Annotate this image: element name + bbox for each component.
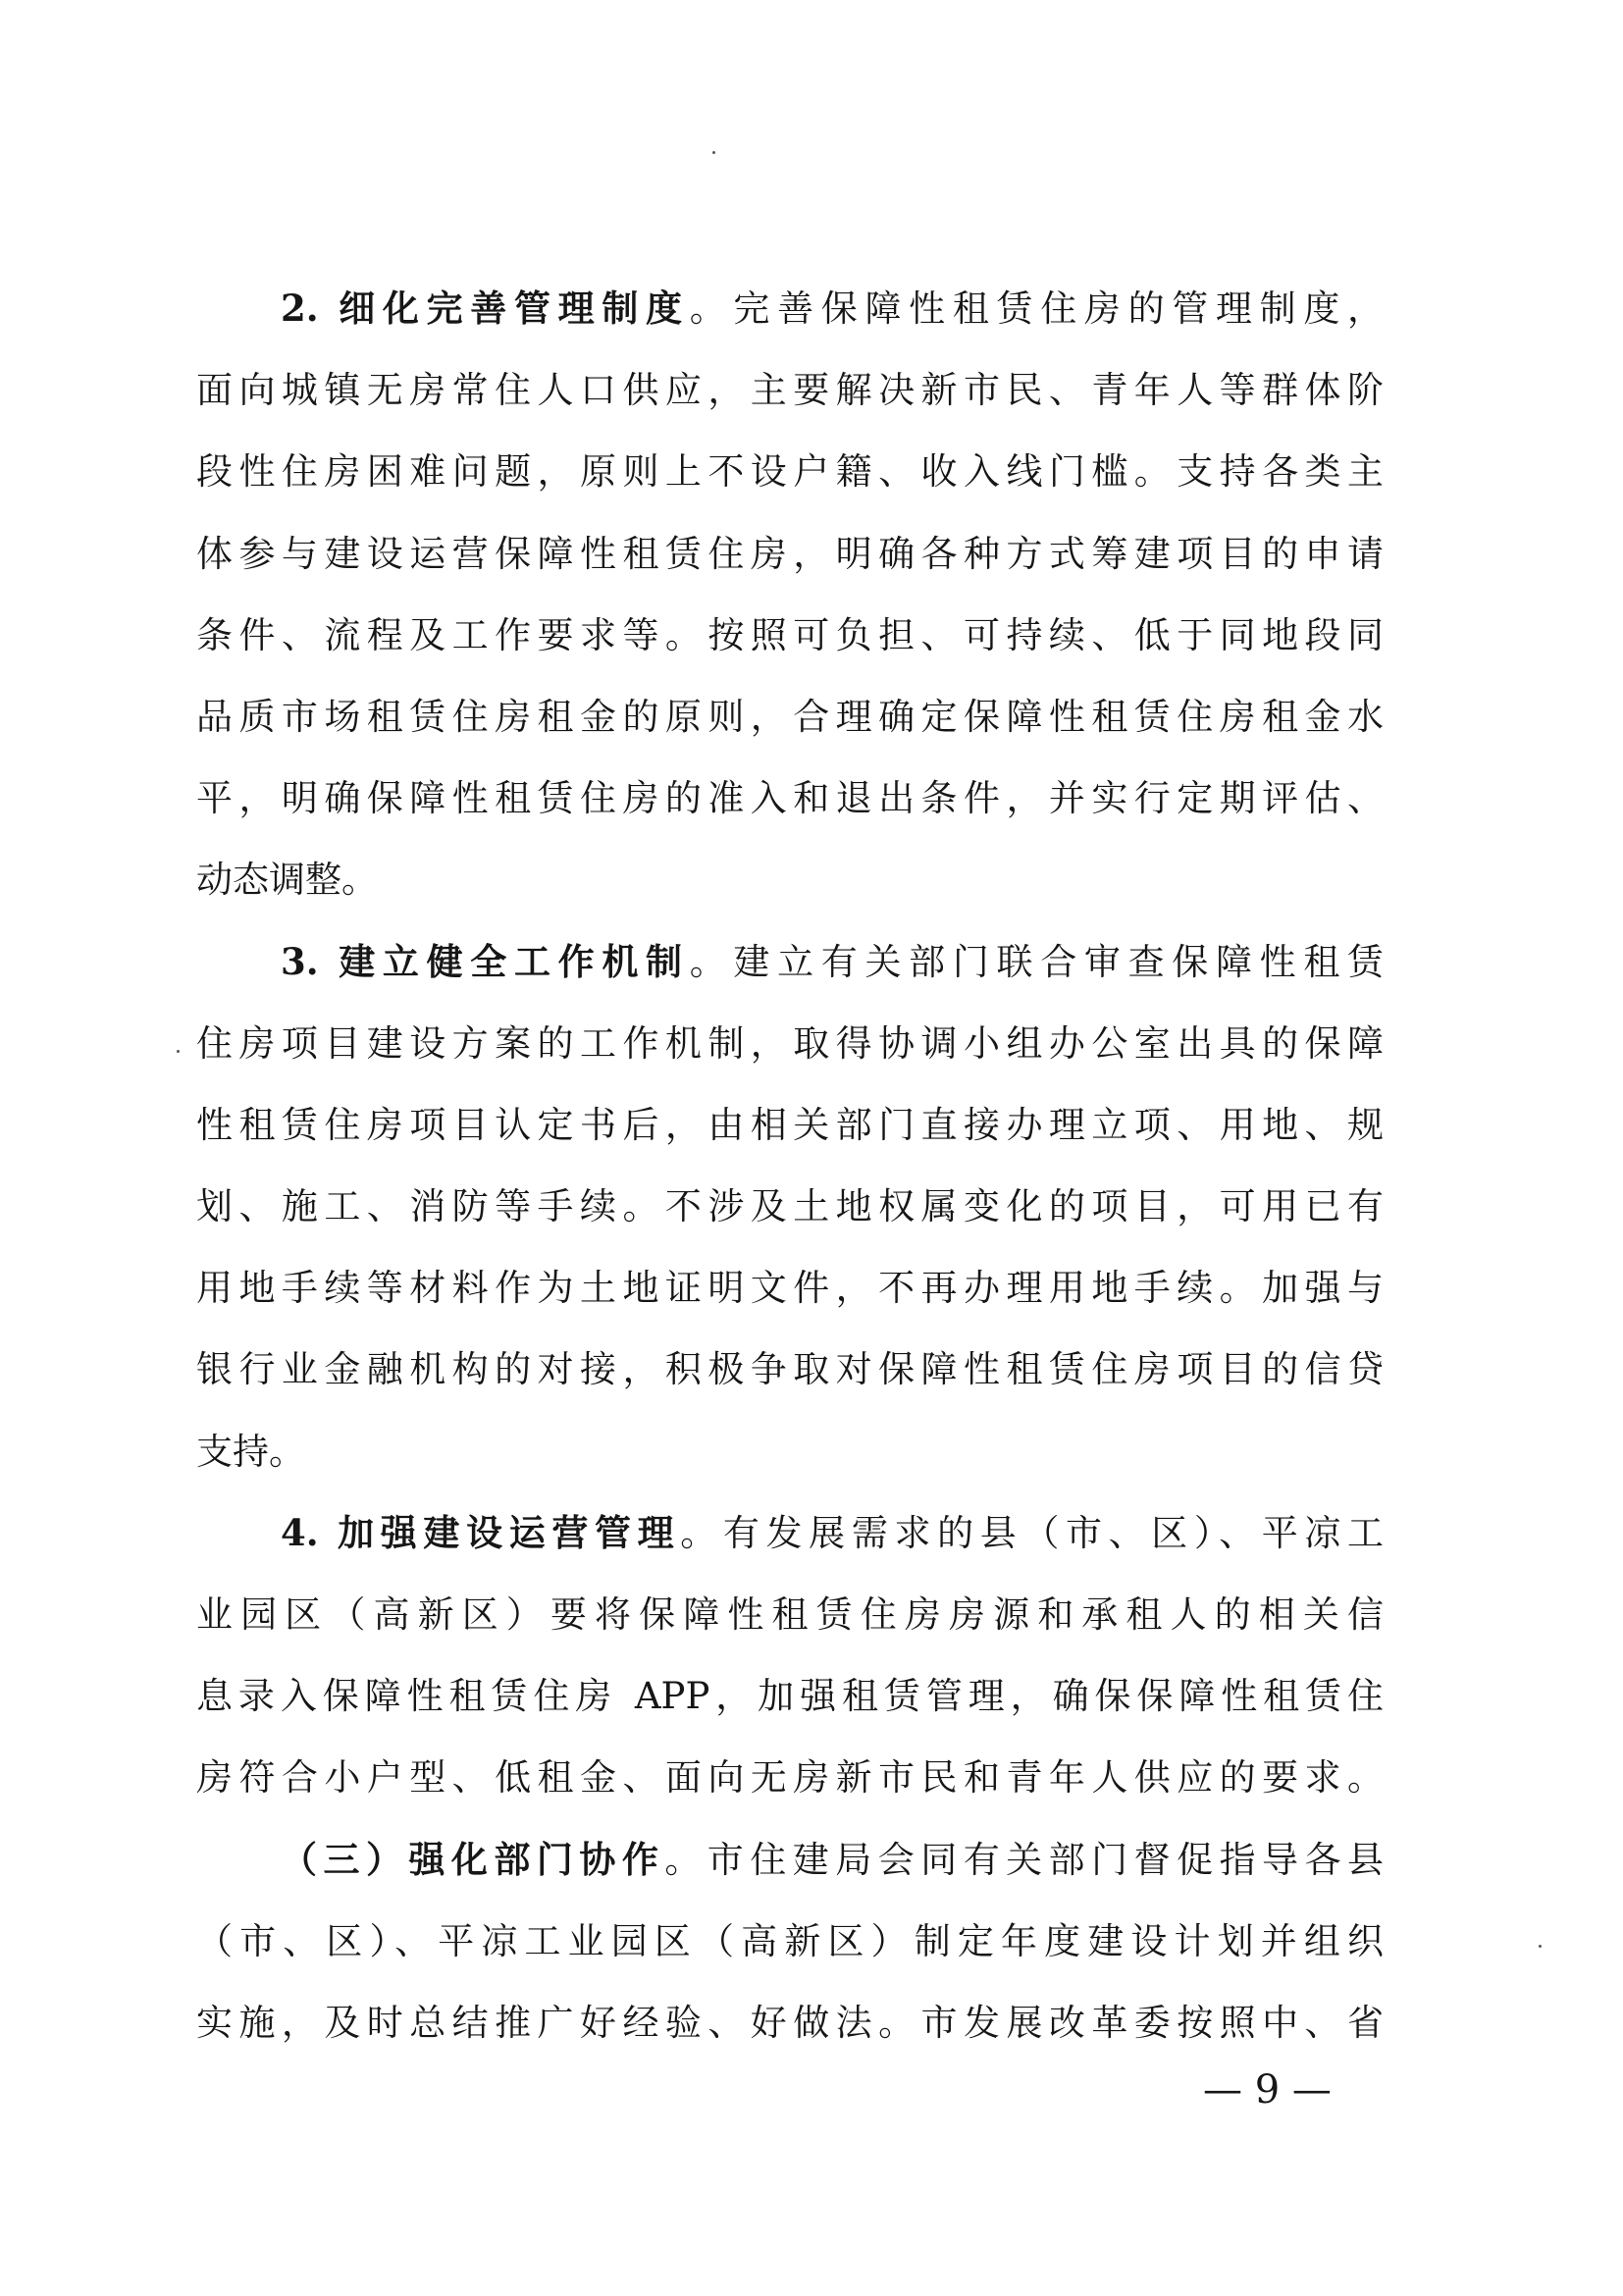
text-line: 体参与建设运营保障性租赁住房，明确各种方式筹建项目的申请 — [196, 532, 1384, 575]
paragraph — [196, 921, 1384, 1492]
text-line — [196, 1492, 1384, 1574]
text-line: 品质市场租赁住房租金的原则，合理确定保障性租赁住房租金水 — [196, 695, 1384, 738]
text-line: 支持。 — [196, 1430, 305, 1473]
text-line: 业园区（高新区）要将保障性租赁住房房源和承租人的相关信 — [196, 1593, 1384, 1636]
section-heading: 3. 建立健全工作机制 — [281, 939, 690, 983]
text-line: 实施，及时总结推广好经验、好做法。市发展改革委按照中、省 — [196, 2001, 1384, 2044]
paragraph — [196, 268, 1384, 921]
line-text: 。市住建局会同有关部门督促指导各县 — [664, 1838, 1384, 1881]
scan-speck — [712, 151, 715, 154]
text-line: 房符合小户型、低租金、面向无房新市民和青年人供应的要求。 — [196, 1756, 1384, 1800]
text-line — [196, 268, 1384, 349]
text-line: 条件、流程及工作要求等。按照可负担、可持续、低于同地段同 — [196, 613, 1384, 656]
paragraph — [196, 1819, 1384, 2064]
text-line: 划、施工、消防等手续。不涉及土地权属变化的项目，可用已有 — [196, 1185, 1384, 1228]
text-line: 住房项目建设方案的工作机制，取得协调小组办公室出具的保障 — [196, 1021, 1384, 1065]
text-line: 平，明确保障性租赁住房的准入和退出条件，并实行定期评估、 — [196, 777, 1384, 820]
text-line: 性租赁住房项目认定书后，由相关部门直接办理立项、用地、规 — [196, 1103, 1384, 1146]
text-line: 银行业金融机构的对接，积极争取对保障性租赁住房项目的信贷 — [196, 1348, 1384, 1391]
page-number: — 9 — — [1203, 2067, 1332, 2113]
text-line: 段性住房困难问题，原则上不设户籍、收入线门槛。支持各类主 — [196, 450, 1384, 494]
text-line: （市、区）、平凉工业园区（高新区）制定年度建设计划并组织 — [196, 1919, 1384, 1962]
text-line — [196, 1819, 1384, 1901]
section-heading: 4. 加强建设运营管理 — [281, 1510, 681, 1554]
text-line: 用地手续等材料作为土地证明文件，不再办理用地手续。加强与 — [196, 1267, 1384, 1310]
scan-speck — [177, 1050, 180, 1053]
text-line: 动态调整。 — [196, 859, 378, 902]
body-text — [196, 268, 1384, 2063]
section-heading: 2. 细化完善管理制度 — [281, 287, 690, 330]
text-line: 息录入保障性租赁住房 APP，加强租赁管理，确保保障性租赁住 — [196, 1675, 1384, 1718]
scan-speck — [1539, 1945, 1542, 1948]
section-heading: （三）强化部门协作 — [281, 1837, 665, 1881]
text-line — [196, 921, 1384, 1003]
line-text: 。完善保障性租赁住房的管理制度， — [689, 287, 1384, 330]
paragraph — [196, 1492, 1384, 1819]
line-text: 。有发展需求的县（市、区）、平凉工 — [680, 1511, 1384, 1554]
line-text: 。建立有关部门联合审查保障性租赁 — [689, 940, 1384, 983]
text-line: 面向城镇无房常住人口供应，主要解决新市民、青年人等群体阶 — [196, 369, 1384, 412]
